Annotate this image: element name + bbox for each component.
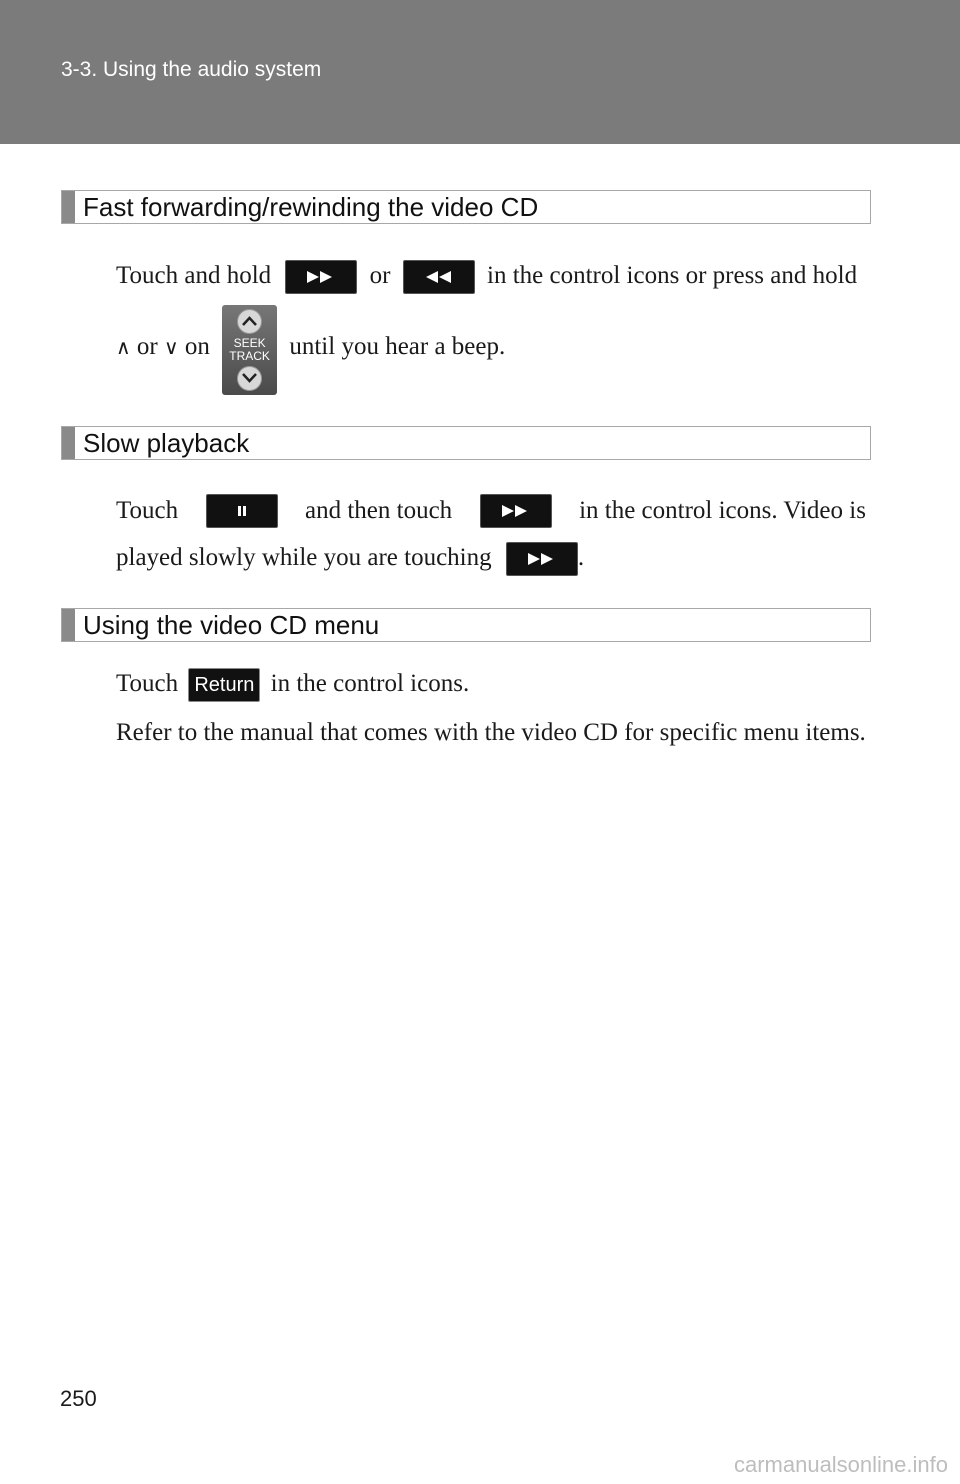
text-or-2: or: [136, 333, 158, 360]
page-number: 250: [60, 1386, 97, 1411]
rewind-icon[interactable]: [403, 260, 475, 294]
fast-forward-line-1: [116, 259, 857, 294]
section-heading-text: Using the video CD menu: [83, 610, 380, 640]
fast-forward-line-2: [116, 304, 505, 394]
watermark: carmanualsonline.info: [733, 1452, 948, 1477]
up-symbol: ∧: [116, 335, 131, 359]
fast-forward-icon[interactable]: [285, 260, 357, 294]
seek-down-button[interactable]: [237, 366, 262, 391]
text-touch: Touch: [116, 670, 179, 697]
fast-forward-icon[interactable]: [480, 494, 552, 528]
seek-track-switch[interactable]: [222, 305, 277, 395]
text-period: .: [577, 544, 585, 571]
seek-label: SEEK: [233, 336, 266, 351]
text-played-slowly: played slowly while you are touching: [116, 544, 492, 571]
section-heading-text: Fast forwarding/rewinding the video CD: [83, 192, 539, 222]
track-label: TRACK: [229, 349, 270, 364]
text-touch: Touch: [116, 497, 179, 524]
text-in-control-icons: in the control icons.: [270, 670, 470, 697]
text-and-then-touch: and then touch: [305, 497, 453, 524]
text-on: on: [184, 333, 210, 360]
video-cd-menu-para: Refer to the manual that comes with the video CD for specific menu items.: [116, 719, 866, 746]
fast-forward-icon[interactable]: [506, 542, 578, 576]
text-touch-and-hold: Touch and hold: [116, 262, 272, 289]
pause-icon[interactable]: [206, 494, 278, 528]
section-heading-fast-forward: [61, 190, 871, 224]
section-heading-slow-playback: [61, 426, 871, 460]
header-band: [0, 0, 960, 144]
seek-up-button[interactable]: [237, 309, 262, 334]
return-button[interactable]: Return: [188, 668, 260, 702]
slow-playback-line-2: [116, 541, 584, 576]
section-heading-video-cd-menu: [61, 608, 871, 642]
down-symbol: ∨: [163, 335, 179, 359]
section-heading-text: Slow playback: [83, 428, 250, 458]
text-until-beep: until you hear a beep.: [289, 333, 506, 360]
text-control-icons: in the control icons or press and hold: [487, 262, 858, 289]
text-control-icons-video: in the control icons. Video is: [579, 497, 866, 524]
seek-track-label: [222, 337, 277, 363]
slow-playback-line-1: [116, 494, 866, 528]
text-or: or: [369, 262, 391, 289]
video-cd-menu-line-1: [116, 667, 469, 702]
header-title: 3-3. Using the audio system: [61, 58, 322, 81]
